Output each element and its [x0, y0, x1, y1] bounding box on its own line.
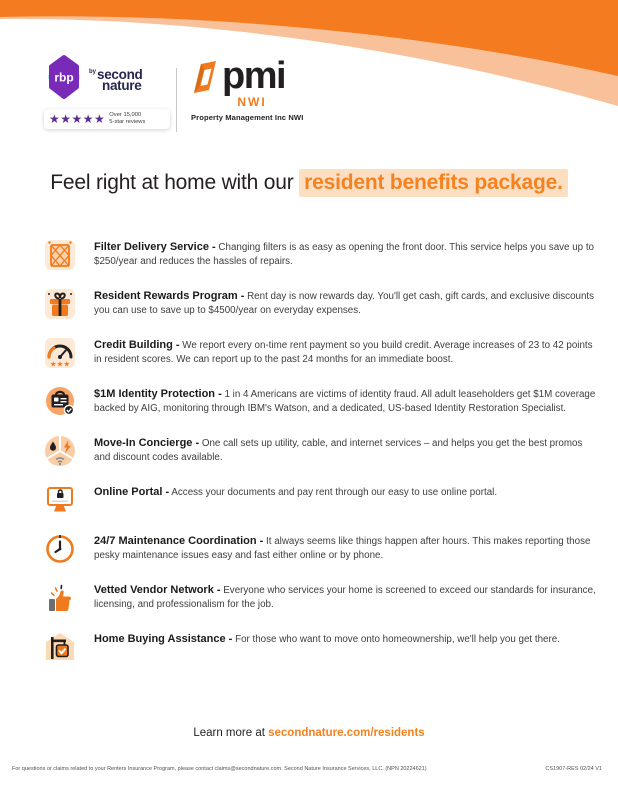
maintenance-coordination-icon — [42, 531, 78, 567]
second-nature-wordmark — [89, 67, 142, 91]
benefit-title: Move-In Concierge - — [94, 437, 200, 449]
benefit-maintenance-coordination — [42, 531, 600, 567]
credit-building-icon — [42, 335, 78, 371]
benefit-description: It always seems like things happen after hours. This makes reporting those pesky maintenance issues easy and fast either online or by phone. — [94, 536, 591, 561]
benefit-online-portal — [42, 482, 600, 518]
pmi-flag-icon — [191, 60, 219, 96]
benefits-list — [42, 237, 600, 665]
headline-prefix: Feel right at home with our — [50, 171, 300, 194]
benefit-home-buying — [42, 629, 600, 665]
residents-url-link[interactable]: secondnature.com/residents — [268, 727, 425, 739]
legal-disclaimer-text: For questions or claims related to your Renters Insurance Program, please contact claims@secondnature.com. Second Nature Insurance Services, LLC. (NPN 20224621) — [12, 766, 427, 772]
benefit-identity-protection — [42, 384, 600, 420]
identity-protection-icon — [42, 384, 78, 420]
benefit-description: One call sets up utility, cable, and internet services – and helps you get the best promos and discount codes available. — [94, 438, 583, 463]
pmi-tagline: Property Management Inc NWI — [191, 113, 304, 122]
resident-rewards-icon — [42, 286, 78, 322]
by-label: by — [89, 69, 97, 75]
headline-highlighted-text: resident benefits package. — [299, 169, 568, 197]
reviews-badge — [44, 109, 170, 129]
vetted-vendor-icon — [42, 580, 78, 616]
benefit-move-in-concierge — [42, 433, 600, 469]
benefit-text — [94, 580, 600, 611]
pmi-wordmark: pmi — [222, 55, 286, 97]
logo-divider — [176, 68, 177, 132]
reviews-count — [109, 112, 145, 126]
benefit-title: Online Portal - — [94, 486, 170, 498]
home-buying-icon — [42, 629, 78, 665]
benefit-vetted-vendor — [42, 580, 600, 616]
pmi-logo — [191, 55, 304, 122]
pmi-region-label: NWI — [237, 95, 267, 109]
reviews-line2: 5-star reviews — [109, 119, 146, 125]
rbp-badge-label: rbp — [54, 70, 74, 85]
online-portal-icon — [42, 482, 78, 518]
benefit-resident-rewards — [42, 286, 600, 322]
rbp-second-nature-logo — [44, 54, 168, 129]
benefit-description: Access your documents and pay rent through our easy to use online portal. — [171, 487, 498, 498]
header-logos — [44, 54, 303, 132]
benefit-title: Filter Delivery Service - — [94, 241, 216, 253]
benefit-text — [94, 433, 600, 464]
benefit-text — [94, 335, 600, 366]
learn-more-prefix: Learn more at — [193, 727, 269, 739]
benefit-text — [94, 531, 600, 562]
svg-text:★★★: ★★★ — [49, 359, 71, 369]
brand-word-second: second — [97, 67, 143, 82]
benefit-description: Rent day is now rewards day. You'll get cash, gift cards, and exclusive discounts you can use to save up to $4500/year on everyday expenses. — [94, 291, 595, 316]
benefit-filter-delivery — [42, 237, 600, 273]
benefit-description: Changing filters is as easy as opening the front door. This service helps you save up to $250/year and reduces the hassles of repairs. — [94, 242, 595, 267]
benefit-title: Credit Building - — [94, 339, 180, 351]
benefit-credit-building — [42, 335, 600, 371]
learn-more-line — [0, 727, 618, 739]
brand-word-nature: nature — [102, 78, 142, 93]
move-in-concierge-icon — [42, 433, 78, 469]
benefit-text — [94, 237, 600, 268]
benefit-description: For those who want to move onto homeownership, we'll help you get there. — [235, 634, 560, 645]
benefit-description: 1 in 4 Americans are victims of identity fraud. All adult leaseholders get $1M coverage backed by AIG, monitoring through IBM's Watson, and a dedicated, US-based Identity Restoration Specialist. — [94, 389, 596, 414]
benefit-text — [94, 629, 600, 647]
benefit-title: Home Buying Assistance - — [94, 633, 233, 645]
benefit-title: 24/7 Maintenance Coordination - — [94, 535, 264, 547]
benefit-text — [94, 286, 600, 317]
rbp-badge-icon — [44, 54, 84, 100]
benefit-description: Everyone who services your home is screened to exceed our standards for insurance, licensing, and professionalism for the job. — [94, 585, 596, 610]
benefit-title: Resident Rewards Program - — [94, 290, 245, 302]
filter-delivery-icon — [42, 237, 78, 273]
page-title — [0, 171, 618, 195]
benefit-description: We report every on-time rent payment so you build credit. Average increases of 23 to 42 points in resident scores. We can report up to the past 24 months for an immediate boost. — [94, 340, 593, 365]
benefit-text — [94, 384, 600, 415]
benefit-title: Vetted Vendor Network - — [94, 584, 221, 596]
five-stars-icon: ★★★★★ — [49, 112, 106, 126]
legal-footer — [0, 766, 618, 772]
reviews-line1: Over 15,000 — [109, 112, 142, 118]
benefit-text — [94, 482, 600, 500]
document-code: CS1907-RES 02/24 V1 — [545, 766, 602, 772]
benefit-title: $1M Identity Protection - — [94, 388, 222, 400]
